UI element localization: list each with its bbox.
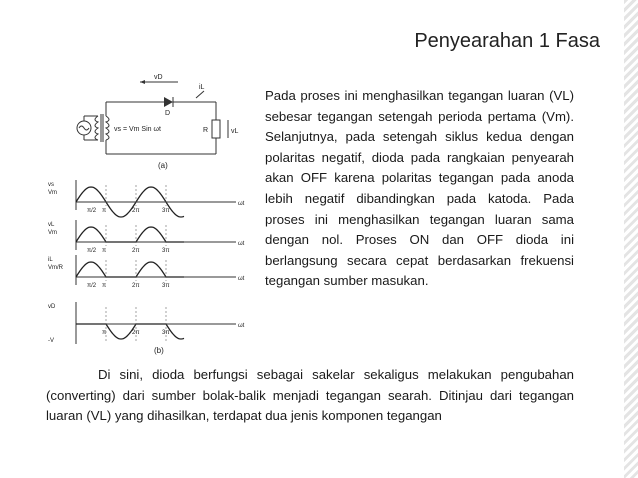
tick-label-0-0: π/2 [87,208,97,214]
tick-label-2-1: π [102,283,107,289]
tick-label-3-2: 2π [132,330,140,336]
secondary-coil [106,116,109,140]
row-label-top-3: vD [48,304,56,310]
tick-label-3-3: 3π [162,330,170,336]
tick-label-1-3: 3π [162,248,170,254]
row-label-top-0: vs [48,182,54,188]
waveform-1 [76,227,184,242]
il-arrow [196,91,204,98]
vl-label: vL [231,128,239,135]
source-label: vs = Vm Sin ωt [114,126,161,133]
row-label-top-1: vL [48,222,55,228]
axis-label-1: ωt [238,241,245,247]
tick-label-2-2: 2π [132,283,140,289]
tick-label-2-0: π/2 [87,283,97,289]
rectifier-figure [46,72,252,358]
il-label: iL [199,84,205,91]
decorative-stripe [624,0,638,478]
tick-label-1-0: π/2 [87,248,97,254]
waveform-2 [76,262,184,277]
axis-label-0: ωt [238,201,245,207]
resistor-label: R [203,127,209,134]
tick-label-0-3: 3π [162,208,170,214]
rectifier-figure-svg [46,72,252,358]
axis-label-3: ωt [238,323,245,329]
circuit-diagram [77,80,228,154]
caption-b: (b) [154,346,164,355]
tick-label-2-3: 3π [162,283,170,289]
axis-label-2: ωt [238,276,245,282]
slide-title: Penyearahan 1 Fasa [414,30,600,52]
tick-label-1-2: 2π [132,248,140,254]
tick-label-3-1: π [102,330,107,336]
tick-label-0-1: π [102,208,107,214]
row-label-bottom-1: Vm [48,230,57,236]
caption-a: (a) [158,161,168,170]
paragraph-right: Pada proses ini menghasilkan tegangan luaran (VL) sebesar tegangan setengah perioda pertama (Vm). Selanjutnya, pada setengah siklus kedua dengan polaritas negatif, dioda pada rangkaian penyearah akan OFF karena polaritas tegangan pada anoda lebih negatif dibandingkan pada katoda. Pada proses ini menghasilkan tegangan luaran sama dengan nol. Proses ON dan OFF dioda ini berlangsung secara cepat berdasarkan frekuensi tegangan sumber masukan. [265,88,574,289]
paragraph-bottom: Di sini, dioda berfungsi sebagai sakelar sekaligus melakukan pengubahan (converting) dari sumber bolak-balik menjadi tegangan searah. Ditinjau dari tegangan luaran (VL) yang dihasilkan, terdapat dua jenis komponen tegangan [46,367,574,424]
row-label-top-2: iL [48,257,53,263]
row-label-bottom-2: Vm/R [48,265,63,271]
resistor-icon [212,120,220,138]
waveform-plots [48,180,245,344]
primary-coil [95,116,98,140]
row-label-bottom-0: Vm [48,190,57,196]
diode-label: D [165,110,171,117]
diode-icon [164,97,173,107]
vd-label: vD [154,74,163,81]
row-label-bottom-3: -V [48,338,54,344]
vd-arrow-head [140,80,145,84]
tick-label-1-1: π [102,248,107,254]
tick-label-0-2: 2π [132,208,140,214]
